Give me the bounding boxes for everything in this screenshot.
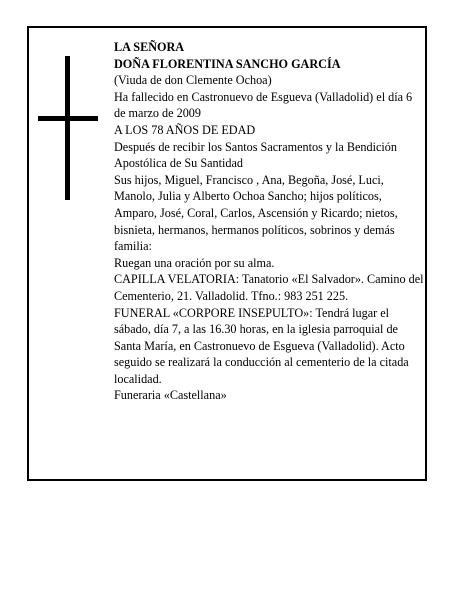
obituary-text bbox=[114, 39, 426, 404]
cross-icon bbox=[38, 56, 98, 200]
funeral-info: FUNERAL «CORPORE INSEPULTO»: Tendrá lugar el sábado, día 7, a las 16.30 horas, en la iglesia parroquial de Santa María, en Castronuevo de Esgueva (Valladolid). Acto seguido se realizará la conducción al cementerio de la citada localidad. bbox=[114, 305, 409, 386]
sacraments-line: Después de recibir los Santos Sacramentos y la Bendición Apostólica de Su Santidad bbox=[114, 139, 397, 171]
deceased-name: DOÑA FLORENTINA SANCHO GARCÍA bbox=[114, 56, 341, 71]
cross-horizontal-bar bbox=[38, 116, 98, 121]
death-announcement: Ha fallecido en Castronuevo de Esgueva (Valladolid) el día 6 de marzo de 2009 bbox=[114, 89, 413, 121]
chapel-info: CAPILLA VELATORIA: Tanatorio «El Salvador». Camino del Cementerio, 21. Valladolid. Tfno.: 983 251 225. bbox=[114, 272, 424, 303]
prayer-request: Ruegan una oración por su alma. bbox=[114, 255, 275, 270]
obituary-notice bbox=[27, 26, 427, 481]
widow-of-line: (Viuda de don Clemente Ochoa) bbox=[114, 73, 272, 88]
funeral-home: Funeraria «Castellana» bbox=[114, 388, 227, 403]
cross-vertical-bar bbox=[65, 56, 70, 200]
heading-title: LA SEÑORA bbox=[114, 40, 185, 54]
family-list: Sus hijos, Miguel, Francisco , Ana, Begoña, José, Luci, Manolo, Julia y Alberto Ochoa Sancho; hijos políticos, Amparo, José, Coral, Carlos, Ascensión y Ricardo; nietos, bisnieta, hermanos, hermanos políticos, sobrinos y demás familia: bbox=[114, 172, 398, 254]
age-line: A LOS 78 AÑOS DE EDAD bbox=[114, 122, 256, 137]
